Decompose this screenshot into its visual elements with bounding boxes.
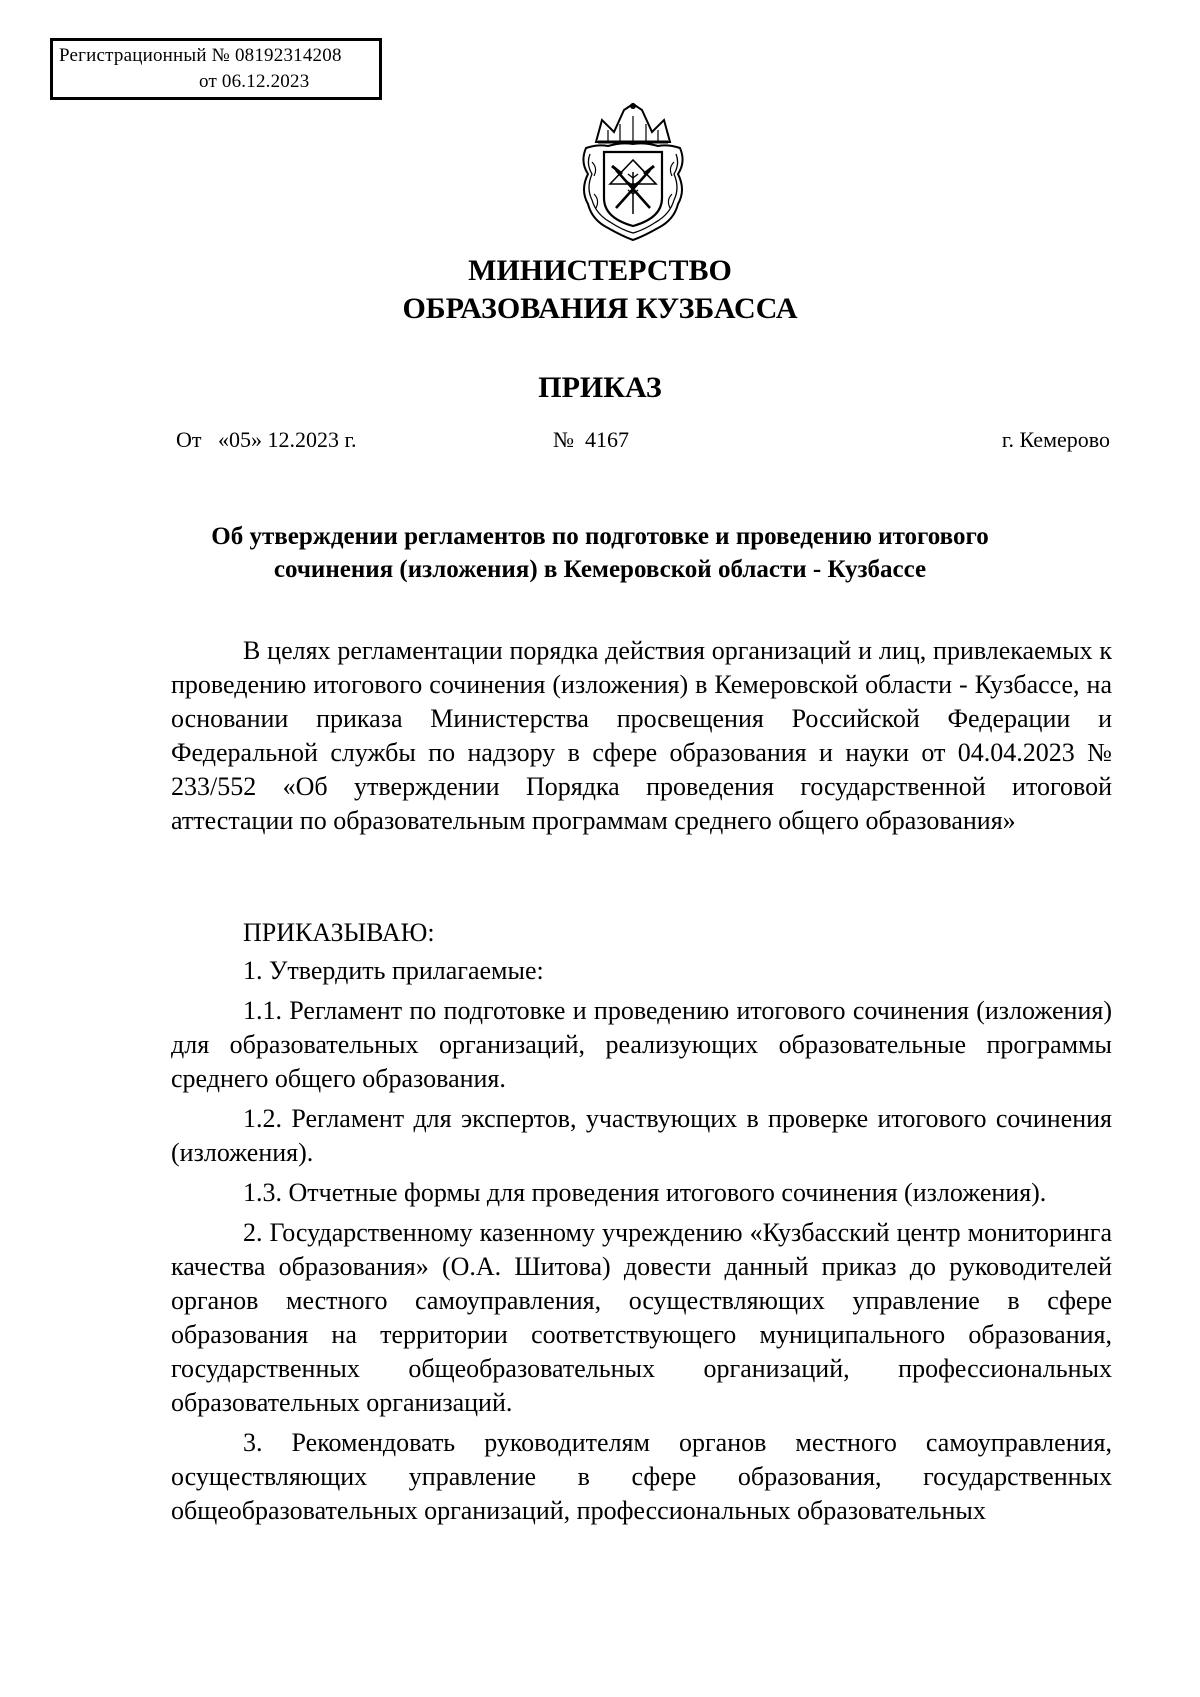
ministry-line-2: ОБРАЗОВАНИЯ КУЗБАССА [402, 292, 798, 325]
order-date: От «05» 12.2023 г. [176, 427, 357, 452]
document-type: ПРИКАЗ [538, 371, 662, 404]
ministry-line-1: МИНИСТЕРСТВО [468, 254, 732, 287]
orders-heading: ПРИКАЗЫВАЮ: [243, 918, 435, 947]
order-subject: Об утверждении регламентов по подготовке и проведению итогового сочинения (изложения) в Кемеровской области - Кузбассе [211, 523, 989, 583]
order-items [171, 916, 1112, 1534]
registration-stamp [50, 38, 382, 100]
order-item-1-1: 1.1. Регламент по подготовке и проведению итогового сочинения (изложения) для образовательных организаций, реализующих образовательные программы среднего общего образования. [171, 996, 1112, 1093]
order-item-1-2: 1.2. Регламент для экспертов, участвующих в проверке итогового сочинения (изложения). [171, 1104, 1112, 1167]
order-item-3: 3. Рекомендовать руководителям органов местного самоуправления, осуществляющих управление в сфере образования, государственных общеобразовательных организаций, профессиональных образовательных [171, 1428, 1112, 1525]
order-item-1: 1. Утвердить прилагаемые: [243, 956, 544, 985]
order-number: № 4167 [553, 427, 629, 452]
preamble [171, 634, 1112, 838]
registration-date: от 06.12.2023 [199, 71, 310, 92]
preamble-paragraph: В целях регламентации порядка действия организаций и лиц, привлекаемых к проведению итогового сочинения (изложения) в Кемеровской области - Кузбассе, на основании приказа Министерства просвещения Российской Федерации и Федеральной службы по надзору в сфере образования и науки от 04.04.2023 № 233/552 «Об утверждении Порядка проведения государственной итоговой аттестации по образовательным программам среднего общего образования» [171, 636, 1112, 835]
registration-number: Регистрационный № 08192314208 [59, 45, 342, 66]
order-item-2: 2. Государственному казенному учреждению «Кузбасский центр мониторинга качества образования» (О.А. Шитова) довести данный приказ до руководителей органов местного самоуправления, осуществляющих управление в сфере образования на территории соответствующего муниципального образования, государственных общеобразовательных организаций, профессиональных образовательных организаций. [171, 1218, 1112, 1417]
order-item-1-3: 1.3. Отчетные формы для проведения итогового сочинения (изложения). [243, 1178, 1047, 1207]
coat-of-arms-icon [578, 102, 688, 242]
order-city: г. Кемерово [1001, 427, 1110, 452]
ministry-name [0, 252, 1200, 328]
